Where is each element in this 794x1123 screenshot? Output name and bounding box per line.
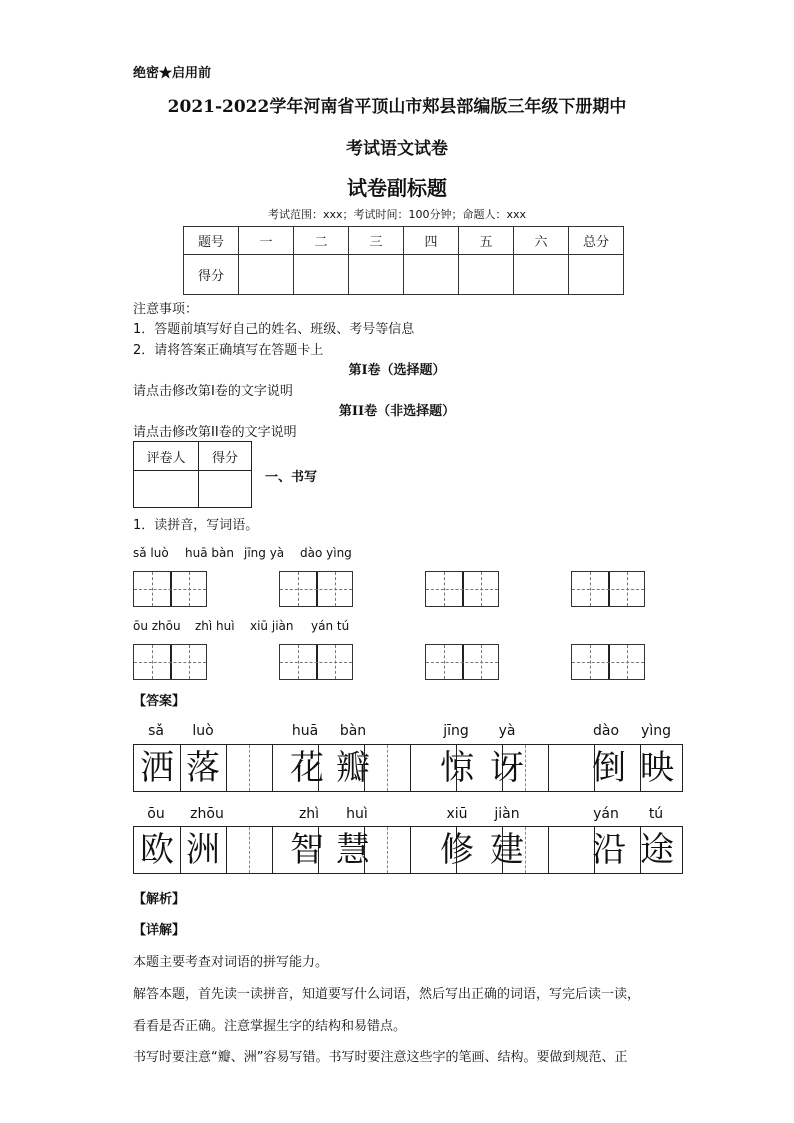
exam-title-line2: 考试语文试卷 — [346, 139, 448, 159]
score-header: 题号 — [184, 227, 239, 255]
analysis-paragraph: 看看是否正确。注意掌握生字的结构和易错点。 — [133, 1019, 407, 1034]
score-header: 五 — [459, 227, 514, 255]
answer-char: 欧 — [140, 830, 174, 870]
score-header: 六 — [514, 227, 569, 255]
write-box[interactable] — [133, 644, 207, 680]
answer-char: 洒 — [140, 748, 174, 788]
analysis-paragraph: 解答本题，首先读一读拼音，知道要写什么词语，然后写出正确的词语，写完后读一读， — [133, 987, 641, 1002]
score-header: 三 — [349, 227, 404, 255]
answer-pinyin: jīng — [443, 723, 469, 739]
answer-strip — [133, 744, 683, 792]
score-cell[interactable] — [459, 255, 514, 295]
grader-table — [133, 441, 252, 508]
answer-char: 倒 — [592, 748, 626, 788]
answer-pinyin: dào — [592, 723, 620, 739]
answer-pinyin: sǎ — [148, 723, 164, 739]
score-row-label: 得分 — [184, 255, 239, 295]
answer-char: 慧 — [336, 830, 370, 870]
pinyin-prompt: xiū jiàn — [250, 619, 294, 633]
answer-char: 修 — [440, 830, 474, 870]
write-box[interactable] — [279, 571, 353, 607]
answer-char: 花 — [290, 748, 324, 788]
notes-item: 2．请将答案正确填写在答题卡上 — [133, 343, 324, 358]
part2-title: 第II卷（非选择题） — [338, 404, 456, 419]
pinyin-prompt: huā bàn — [185, 546, 234, 560]
score-header: 四 — [404, 227, 459, 255]
answer-char: 沿 — [592, 830, 626, 870]
answer-char: 途 — [640, 830, 674, 870]
confidential-mark: 绝密★启用前 — [133, 66, 212, 81]
answer-pinyin: yà — [498, 723, 516, 739]
section-title: 一、书写 — [265, 470, 318, 485]
pinyin-prompt: jīng yà — [244, 546, 285, 560]
score-cell[interactable] — [404, 255, 459, 295]
grader-cell[interactable] — [199, 471, 252, 508]
answer-char: 洲 — [186, 830, 220, 870]
pinyin-prompt: ōu zhōu — [133, 619, 181, 633]
analysis-paragraph: 书写时要注意“瓣、洲”容易写错。书写时要注意这些字的笔画、结构。要做到规范、正 — [133, 1050, 628, 1065]
pinyin-prompt: yán tú — [311, 619, 350, 633]
write-box[interactable] — [571, 644, 645, 680]
detail-label: 【详解】 — [133, 923, 186, 938]
answer-label: 【答案】 — [133, 694, 186, 709]
answer-strip — [133, 826, 683, 874]
pinyin-prompt: sǎ luò — [133, 546, 169, 560]
answer-char: 惊 — [440, 748, 474, 788]
answer-char: 映 — [640, 748, 674, 788]
score-cell[interactable] — [514, 255, 569, 295]
answer-pinyin: zhōu — [190, 806, 224, 822]
notes-title: 注意事项： — [133, 302, 199, 317]
write-box[interactable] — [425, 571, 499, 607]
answer-pinyin: zhì — [298, 806, 320, 822]
answer-char: 建 — [490, 830, 524, 870]
answer-pinyin: huì — [346, 806, 368, 822]
answer-pinyin: yán — [593, 806, 619, 822]
score-table — [183, 226, 624, 295]
grader-header: 评卷人 — [134, 442, 199, 471]
answer-pinyin: luò — [192, 723, 214, 739]
analysis-label: 【解析】 — [133, 892, 186, 907]
score-cell[interactable] — [294, 255, 349, 295]
pinyin-prompt: dào yìng — [300, 546, 352, 560]
answer-pinyin: bàn — [339, 723, 367, 739]
grader-header: 得分 — [199, 442, 252, 471]
score-header: 一 — [239, 227, 294, 255]
score-header: 总分 — [569, 227, 624, 255]
answer-char: 落 — [186, 748, 220, 788]
score-cell[interactable] — [569, 255, 624, 295]
answer-pinyin: huā — [291, 723, 319, 739]
answer-pinyin: jiàn — [494, 806, 520, 822]
question-text: 1．读拼音，写词语。 — [133, 518, 259, 533]
exam-info: 考试范围：xxx；考试时间：100分钟；命题人：xxx — [267, 208, 527, 221]
exam-title-line1: 2021-2022学年河南省平顶山市郏县部编版三年级下册期中 — [167, 97, 627, 117]
pinyin-prompt: zhì huì — [195, 619, 235, 633]
score-header: 二 — [294, 227, 349, 255]
grader-cell[interactable] — [134, 471, 199, 508]
analysis-paragraph: 本题主要考查对词语的拼写能力。 — [133, 955, 329, 970]
answer-char: 智 — [290, 830, 324, 870]
part1-title: 第I卷（选择题） — [348, 363, 446, 378]
exam-subtitle: 试卷副标题 — [347, 176, 447, 200]
answer-pinyin: ōu — [147, 806, 165, 822]
write-box[interactable] — [425, 644, 499, 680]
answer-pinyin: yìng — [641, 723, 671, 739]
write-box[interactable] — [571, 571, 645, 607]
answer-pinyin: tú — [648, 806, 664, 822]
part2-desc[interactable]: 请点击修改第II卷的文字说明 — [133, 425, 297, 440]
answer-pinyin: xiū — [446, 806, 468, 822]
notes-item: 1．答题前填写好自己的姓名、班级、考号等信息 — [133, 322, 415, 337]
score-cell[interactable] — [349, 255, 404, 295]
part1-desc[interactable]: 请点击修改第I卷的文字说明 — [133, 384, 293, 399]
write-box[interactable] — [279, 644, 353, 680]
score-cell[interactable] — [239, 255, 294, 295]
write-box[interactable] — [133, 571, 207, 607]
answer-char: 讶 — [490, 748, 524, 788]
answer-char: 瓣 — [336, 748, 370, 788]
